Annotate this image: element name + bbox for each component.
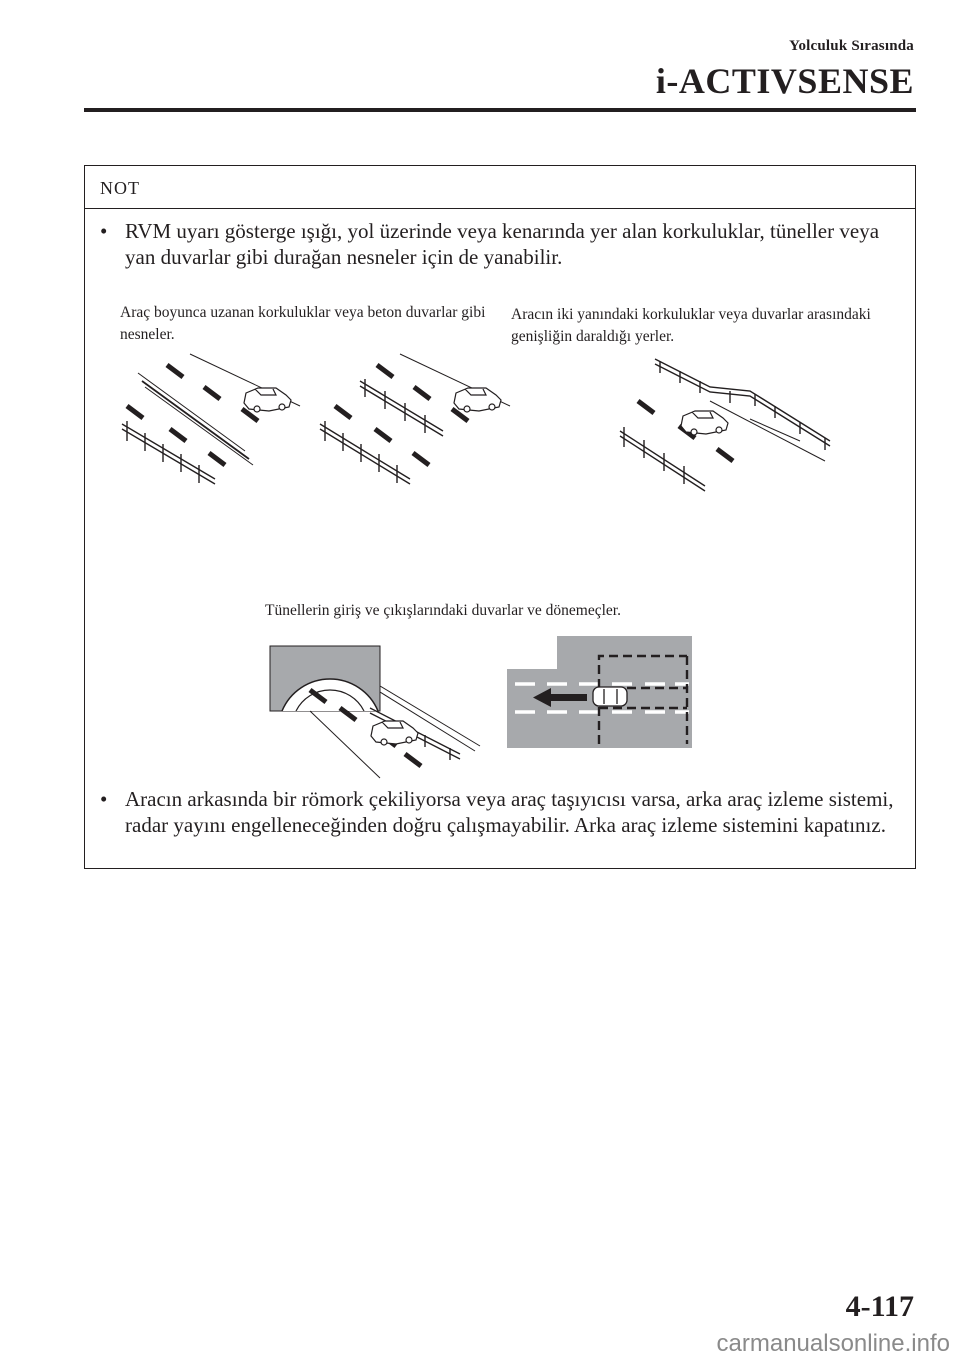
illustration-double-guardrail (315, 351, 515, 491)
bullet-marker: • (100, 787, 108, 811)
caption-narrowing-width: Aracın iki yanındaki korkuluklar veya duvarlar arasındaki genişliğin daraldığı yerler. (511, 306, 871, 345)
illustration-curve-top-view (507, 636, 697, 751)
chapter-title: i-ACTIVSENSE (655, 61, 914, 101)
caption-tunnels: Tünellerin giriş ve çıkışlarındaki duvarlar ve dönemeçler. (265, 602, 621, 619)
bullet-text-stationary-objects: RVM uyarı gösterge ışığı, yol üzerinde veya kenarında yer alan korkuluklar, tüneller veya yan duvarlar gibi durağan nesneler için de yanabilir. (125, 219, 880, 269)
caption-long-objects: Araç boyunca uzanan korkuluklar veya beton duvarlar gibi nesneler. (120, 304, 486, 343)
watermark: carmanualsonline.info (716, 1330, 950, 1357)
section-label: Yolculuk Sırasında (789, 38, 914, 54)
header-rule (84, 108, 916, 112)
note-header (85, 166, 915, 209)
page-number: 4-117 (845, 1290, 914, 1323)
bullet-marker: • (100, 219, 108, 243)
illustration-tunnel-entrance (270, 646, 485, 778)
note-title: NOT (100, 178, 140, 198)
illustration-guardrail-road (115, 351, 305, 491)
illustration-narrowing-road (600, 351, 840, 501)
bullet-text-trailer-warning: Aracın arkasında bir römork çekiliyorsa veya araç taşıyıcısı varsa, arka araç izleme sistemi, radar yayını engelleneceğinden doğru çalışmayabilir. Arka araç izleme sistemini kapatınız. (125, 787, 894, 837)
note-box (84, 165, 916, 869)
